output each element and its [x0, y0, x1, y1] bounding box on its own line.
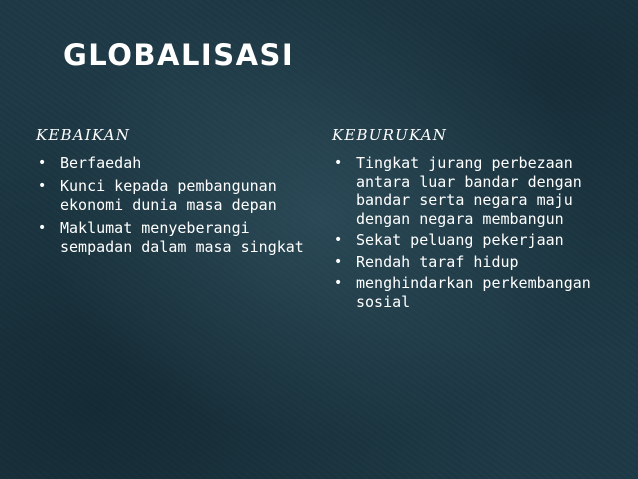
advantages-list: [36, 154, 306, 257]
bullet-icon: •: [38, 155, 47, 171]
list-item: [36, 154, 306, 173]
bullet-icon: •: [38, 178, 47, 194]
bullet-icon: •: [334, 155, 343, 171]
disadvantages-column: [332, 120, 612, 314]
list-item: [332, 231, 612, 250]
slide-title: GLOBALISASI: [63, 38, 295, 72]
list-item-text: Kunci kepada pembangunan ekonomi dunia masa depan: [60, 177, 277, 214]
disadvantages-list: [332, 154, 612, 311]
bullet-icon: •: [334, 275, 343, 291]
list-item-text: Maklumat menyeberangi sempadan dalam masa singkat: [60, 219, 304, 256]
list-item: [332, 274, 612, 311]
bullet-icon: •: [38, 220, 47, 236]
list-item-text: Rendah taraf hidup: [356, 252, 519, 271]
disadvantages-heading: KEBURUKAN: [332, 126, 448, 144]
advantages-heading: KEBAIKAN: [36, 126, 131, 144]
list-item: [332, 154, 612, 228]
list-item-text: menghindarkan perkembangan sosial: [356, 274, 591, 311]
list-item-text: Berfaedah: [60, 154, 142, 172]
list-item: [36, 219, 306, 257]
advantages-column: [36, 120, 306, 261]
list-item-text: Sekat peluang pekerjaan: [356, 231, 564, 249]
bullet-icon: •: [334, 253, 343, 270]
list-item: [36, 177, 306, 215]
list-item-text: Tingkat jurang perbezaan antara luar bandar dengan bandar serta negara maju dengan negara membangun: [356, 154, 582, 228]
bullet-icon: •: [334, 232, 343, 248]
list-item: [332, 253, 612, 272]
